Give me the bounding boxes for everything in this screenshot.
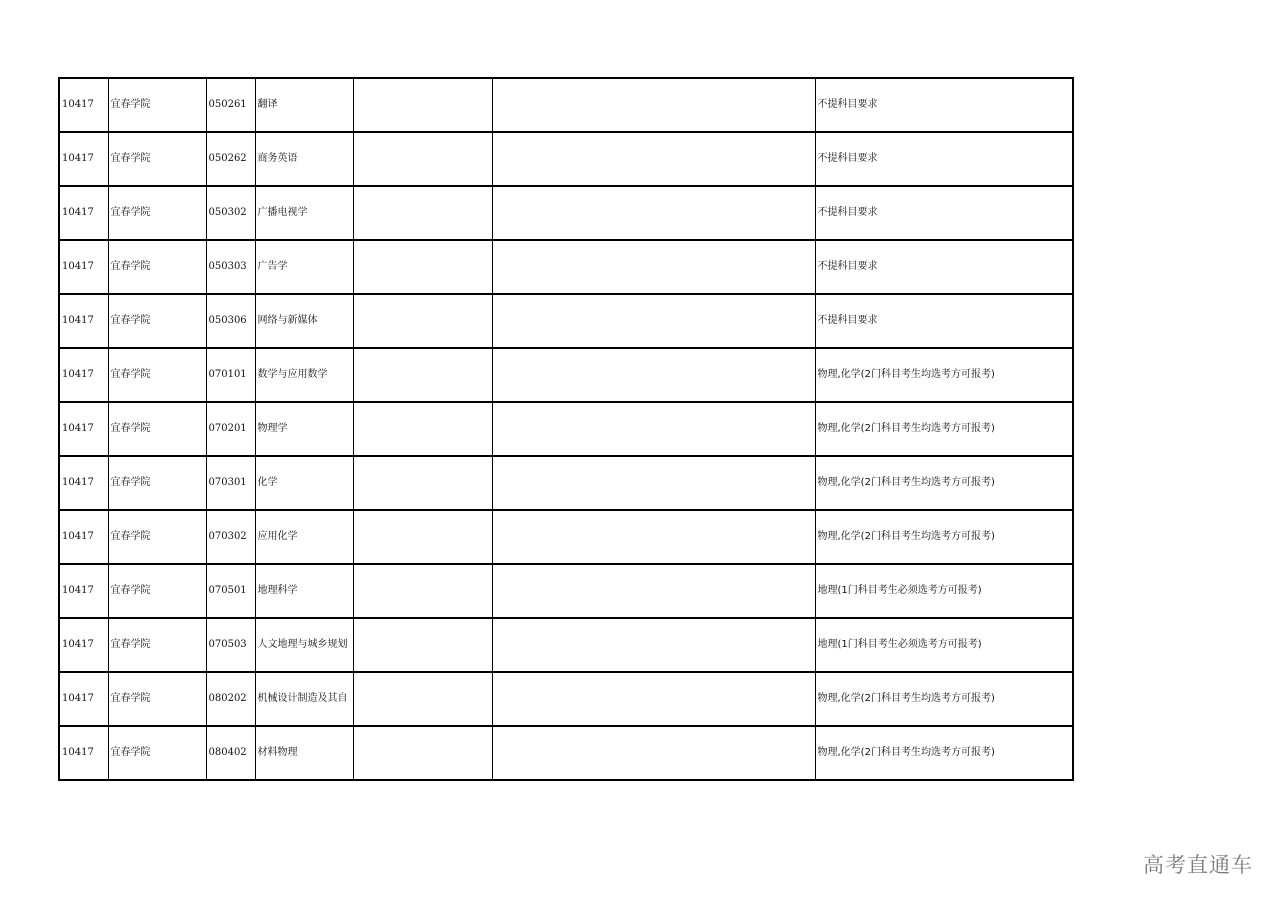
major-code-cell: 070101 xyxy=(206,348,255,402)
table-row xyxy=(59,78,1073,132)
major-code-cell: 050303 xyxy=(206,240,255,294)
school-code-cell: 10417 xyxy=(59,672,108,726)
major-code-cell: 080202 xyxy=(206,672,255,726)
school-name-cell: 宜春学院 xyxy=(108,618,206,672)
subject-requirement-cell: 不提科目要求 xyxy=(815,78,1073,132)
major-code-cell: 070301 xyxy=(206,456,255,510)
empty-cell-5 xyxy=(353,240,492,294)
major-code-cell: 070503 xyxy=(206,618,255,672)
subject-requirement-cell: 物理,化学(2门科目考生均选考方可报考) xyxy=(815,726,1073,780)
subject-requirement-cell: 物理,化学(2门科目考生均选考方可报考) xyxy=(815,402,1073,456)
school-code-cell: 10417 xyxy=(59,726,108,780)
major-code-cell: 070201 xyxy=(206,402,255,456)
major-name-cell: 应用化学 xyxy=(255,510,353,564)
table-row xyxy=(59,618,1073,672)
empty-cell-5 xyxy=(353,78,492,132)
school-name-cell: 宜春学院 xyxy=(108,294,206,348)
major-name-cell: 数学与应用数学 xyxy=(255,348,353,402)
subject-requirement-cell: 不提科目要求 xyxy=(815,186,1073,240)
school-code-cell: 10417 xyxy=(59,348,108,402)
school-name-cell: 宜春学院 xyxy=(108,78,206,132)
table-row xyxy=(59,672,1073,726)
table-row xyxy=(59,132,1073,186)
school-code-cell: 10417 xyxy=(59,510,108,564)
major-name-cell: 物理学 xyxy=(255,402,353,456)
table-row xyxy=(59,402,1073,456)
table-row xyxy=(59,348,1073,402)
table-row xyxy=(59,726,1073,780)
subject-requirement-cell: 物理,化学(2门科目考生均选考方可报考) xyxy=(815,510,1073,564)
empty-cell-6 xyxy=(492,186,815,240)
school-code-cell: 10417 xyxy=(59,618,108,672)
major-name-cell: 翻译 xyxy=(255,78,353,132)
major-name-cell: 材料物理 xyxy=(255,726,353,780)
school-code-cell: 10417 xyxy=(59,456,108,510)
empty-cell-6 xyxy=(492,348,815,402)
subject-requirement-cell: 物理,化学(2门科目考生均选考方可报考) xyxy=(815,672,1073,726)
school-name-cell: 宜春学院 xyxy=(108,402,206,456)
school-code-cell: 10417 xyxy=(59,402,108,456)
table-row xyxy=(59,456,1073,510)
empty-cell-5 xyxy=(353,510,492,564)
school-name-cell: 宜春学院 xyxy=(108,186,206,240)
major-code-cell: 050262 xyxy=(206,132,255,186)
empty-cell-6 xyxy=(492,456,815,510)
empty-cell-5 xyxy=(353,402,492,456)
school-code-cell: 10417 xyxy=(59,78,108,132)
school-name-cell: 宜春学院 xyxy=(108,726,206,780)
subject-requirement-cell: 不提科目要求 xyxy=(815,294,1073,348)
empty-cell-6 xyxy=(492,132,815,186)
major-name-cell: 广告学 xyxy=(255,240,353,294)
major-code-cell: 050261 xyxy=(206,78,255,132)
major-code-cell: 080402 xyxy=(206,726,255,780)
table-row xyxy=(59,186,1073,240)
empty-cell-6 xyxy=(492,564,815,618)
subject-requirement-cell: 地理(1门科目考生必须选考方可报考) xyxy=(815,618,1073,672)
empty-cell-5 xyxy=(353,294,492,348)
empty-cell-6 xyxy=(492,402,815,456)
subject-requirement-cell: 物理,化学(2门科目考生均选考方可报考) xyxy=(815,456,1073,510)
subject-requirement-cell: 不提科目要求 xyxy=(815,132,1073,186)
school-name-cell: 宜春学院 xyxy=(108,240,206,294)
empty-cell-5 xyxy=(353,186,492,240)
school-code-cell: 10417 xyxy=(59,240,108,294)
empty-cell-5 xyxy=(353,726,492,780)
table-row xyxy=(59,240,1073,294)
major-name-cell: 网络与新媒体 xyxy=(255,294,353,348)
table-body xyxy=(59,78,1073,780)
empty-cell-6 xyxy=(492,240,815,294)
school-name-cell: 宜春学院 xyxy=(108,510,206,564)
major-code-cell: 050302 xyxy=(206,186,255,240)
empty-cell-6 xyxy=(492,672,815,726)
empty-cell-6 xyxy=(492,618,815,672)
subject-requirement-cell: 物理,化学(2门科目考生均选考方可报考) xyxy=(815,348,1073,402)
subject-requirement-cell: 地理(1门科目考生必须选考方可报考) xyxy=(815,564,1073,618)
empty-cell-5 xyxy=(353,348,492,402)
major-name-cell: 商务英语 xyxy=(255,132,353,186)
school-code-cell: 10417 xyxy=(59,132,108,186)
empty-cell-6 xyxy=(492,294,815,348)
school-code-cell: 10417 xyxy=(59,564,108,618)
empty-cell-5 xyxy=(353,618,492,672)
major-name-cell: 机械设计制造及其自 xyxy=(255,672,353,726)
subject-requirement-cell: 不提科目要求 xyxy=(815,240,1073,294)
school-code-cell: 10417 xyxy=(59,186,108,240)
empty-cell-5 xyxy=(353,456,492,510)
admission-requirements-table xyxy=(58,77,1074,781)
school-name-cell: 宜春学院 xyxy=(108,132,206,186)
school-code-cell: 10417 xyxy=(59,294,108,348)
table-row xyxy=(59,564,1073,618)
major-code-cell: 070302 xyxy=(206,510,255,564)
school-name-cell: 宜春学院 xyxy=(108,348,206,402)
table-row xyxy=(59,294,1073,348)
table-row xyxy=(59,510,1073,564)
major-name-cell: 地理科学 xyxy=(255,564,353,618)
empty-cell-6 xyxy=(492,726,815,780)
major-code-cell: 070501 xyxy=(206,564,255,618)
major-name-cell: 化学 xyxy=(255,456,353,510)
school-name-cell: 宜春学院 xyxy=(108,456,206,510)
empty-cell-5 xyxy=(353,672,492,726)
empty-cell-5 xyxy=(353,132,492,186)
major-code-cell: 050306 xyxy=(206,294,255,348)
school-name-cell: 宜春学院 xyxy=(108,672,206,726)
empty-cell-6 xyxy=(492,78,815,132)
major-name-cell: 广播电视学 xyxy=(255,186,353,240)
watermark-logo-text: 高考直通车 xyxy=(1143,853,1253,877)
major-name-cell: 人文地理与城乡规划 xyxy=(255,618,353,672)
empty-cell-6 xyxy=(492,510,815,564)
school-name-cell: 宜春学院 xyxy=(108,564,206,618)
empty-cell-5 xyxy=(353,564,492,618)
